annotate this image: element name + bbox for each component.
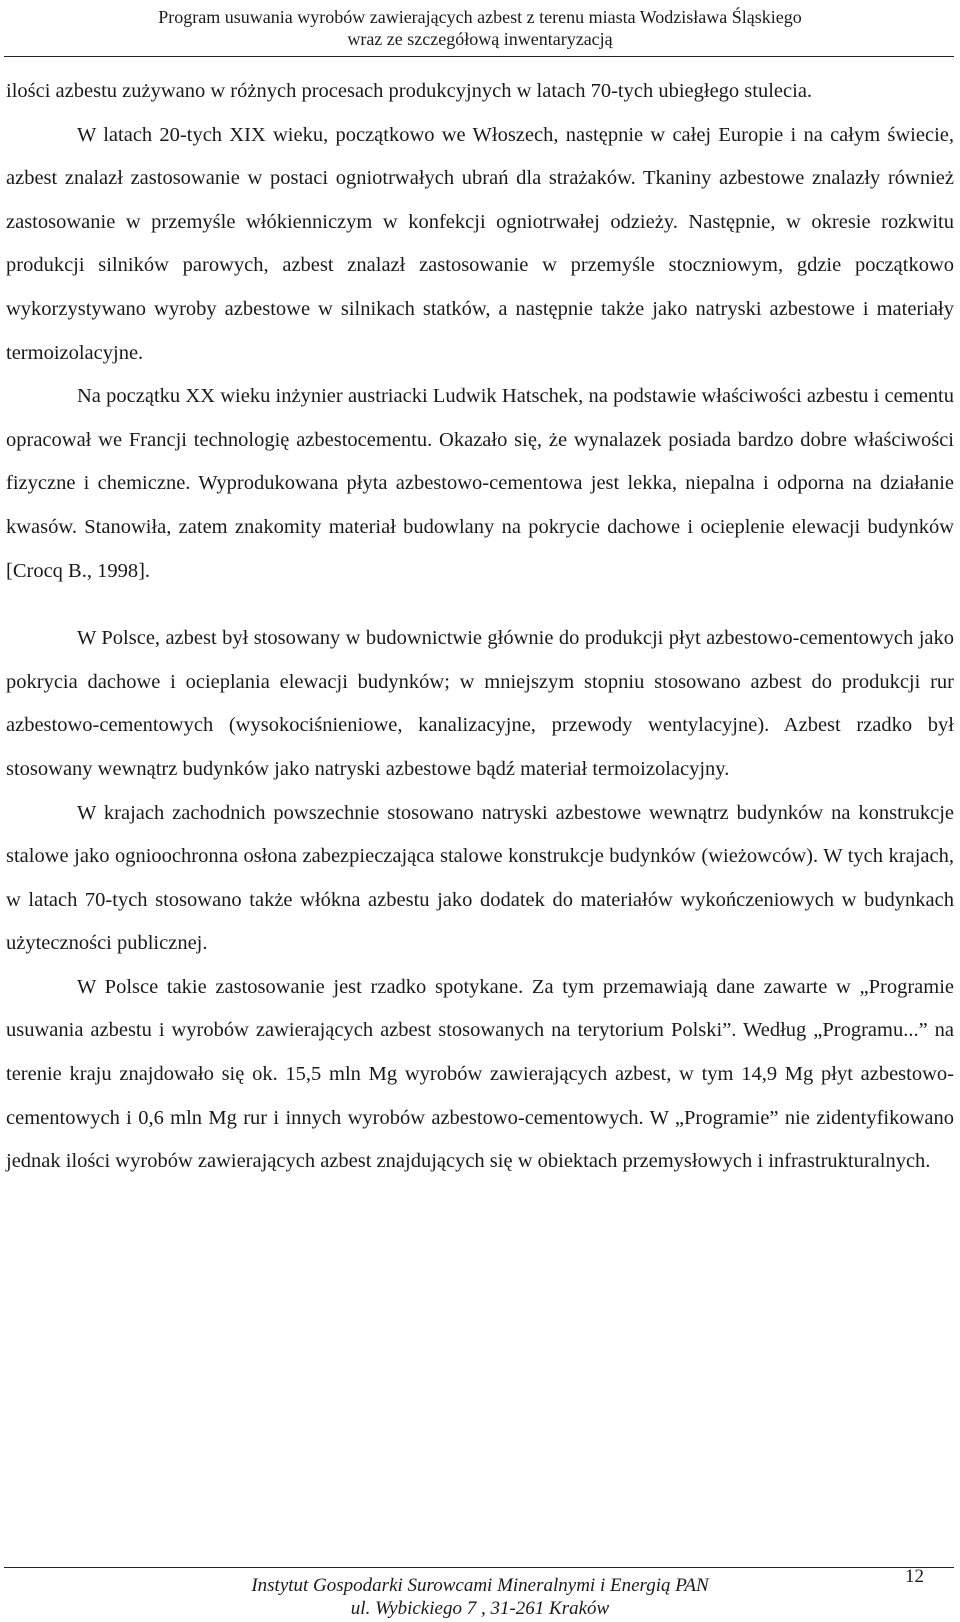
footer-address: ul. Wybickiego 7 , 31-261 Kraków — [350, 1598, 610, 1619]
paragraph-fire-textiles: W latach 20-tych XIX wieku, początkowo we Włoszech, następnie w całej Europie i na całym świecie, azbest znalazł zastosowanie w postaci ogniotrwałych ubrań dla strażaków. Tkaniny azbestowe znalazły również zastosowanie w przemyśle włókienniczym w konfekcji ogniotrwałej odzieży. Następnie, w okresie rozkwitu produkcji silników parowych, azbest znalazł zastosowanie w przemyśle stoczniowym, gdzie początkowo wykorzystywano wyroby azbestowe w silnikach statków, a następnie także jako natryski azbestowe i materiały termoizolacyjne. — [6, 123, 954, 364]
document-body — [6, 70, 954, 1184]
header-title: Program usuwania wyrobów zawierających azbest z terenu miasta Wodzisława Śląskiego — [158, 7, 802, 27]
header-divider — [4, 56, 954, 57]
paragraph-continued: ilości azbestu zużywano w różnych procesach produkcyjnych w latach 70-tych ubiegłego stulecia. — [6, 80, 813, 102]
paragraph-program-data: W Polsce takie zastosowanie jest rzadko spotykane. Za tym przemawiają dane zawarte w „Programie usuwania azbestu i wyrobów zawierających azbest stosowanych na terytorium Polski”. Według „Programu...” na terenie kraju znajdowało się ok. 15,5 mln Mg wyrobów zawierających azbest, w tym 14,9 Mg płyt azbestowo-cementowych i 0,6 mln Mg rur i innych wyrobów azbestowo-cementowych. W „Programie” nie zidentyfikowano jednak ilości wyrobów zawierających azbest znajdujących się w obiektach przemysłowych i infrastrukturalnych. — [6, 975, 954, 1173]
paragraph-western-countries: W krajach zachodnich powszechnie stosowano natryski azbestowe wewnątrz budynków na konstrukcje stalowe jako ognioochronna osłona zabezpieczająca stalowe konstrukcje budynków (wieżowców). W tych krajach, w latach 70-tych stosowano także włókna azbestu jako dodatek do materiałów wykończeniowych w budynkach użyteczności publicznej. — [6, 801, 954, 955]
page-footer — [0, 1574, 960, 1620]
footer-institution: Instytut Gospodarki Surowcami Mineralnymi i Energią PAN — [251, 1575, 709, 1596]
footer-divider — [4, 1567, 954, 1568]
page-number: 12 — [905, 1566, 924, 1587]
page-header — [0, 6, 960, 50]
paragraph-poland-use: W Polsce, azbest był stosowany w budownictwie głównie do produkcji płyt azbestowo-cementowych jako pokrycia dachowe i ocieplania elewacji budynków; w mniejszym stopniu stosowano azbest do produkcji rur azbestowo-cementowych (wysokociśnieniowe, kanalizacyjne, przewody wentylacyjne). Azbest rzadko był stosowany wewnątrz budynków jako natryski azbestowe bądź materiał termoizolacyjny. — [6, 627, 954, 780]
header-subtitle: wraz ze szczegółową inwentaryzacją — [347, 29, 613, 49]
paragraph-asbestos-cement: Na początku XX wieku inżynier austriacki Ludwik Hatschek, na podstawie właściwości azbestu i cementu opracował we Francji technologię azbestocementu. Okazało się, że wynalazek posiada bardzo dobre właściwości fizyczne i chemiczne. Wyprodukowana płyta azbestowo-cementowa jest lekka, niepalna i odporna na działanie kwasów. Stanowiła, zatem znakomity materiał budowlany na pokrycie dachowe i ocieplenie elewacji budynków [Crocq B., 1998]. — [6, 385, 954, 582]
